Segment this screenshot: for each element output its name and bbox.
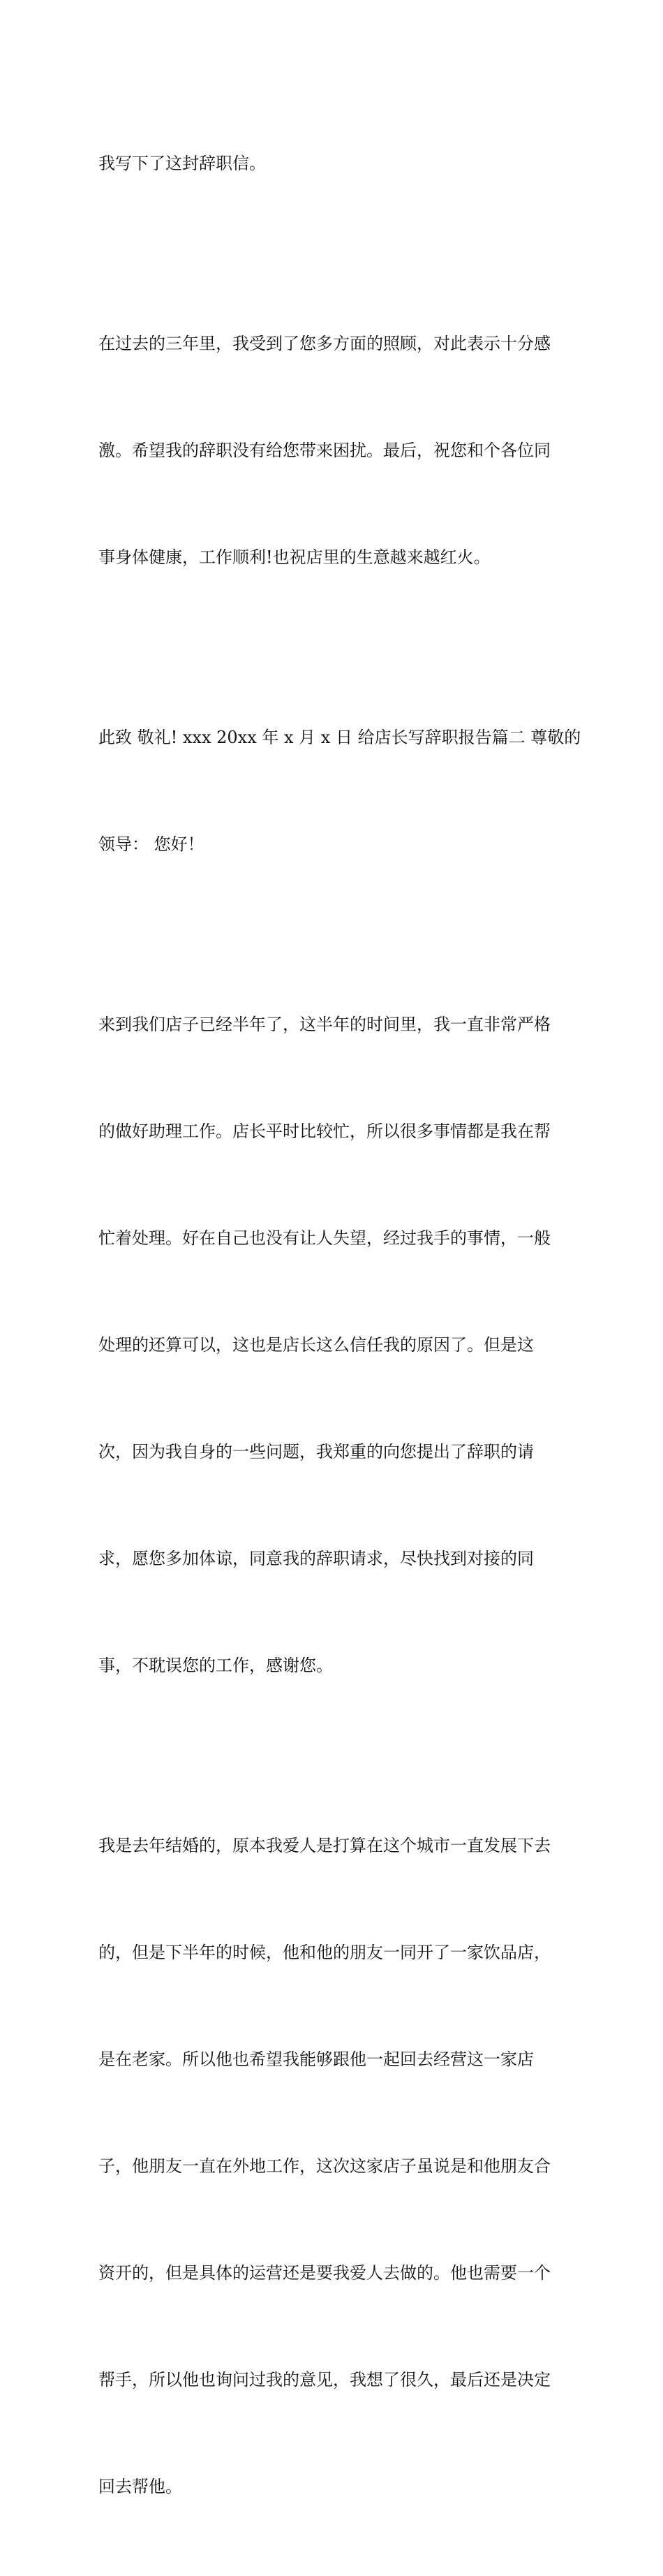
text-line: 次，因为我自身的一些问题，我郑重的向您提出了辞职的请 [98, 1442, 534, 1462]
paragraph-4 [98, 936, 567, 1755]
text-line: 资开的，但是具体的运营还是要我爱人去做的。他也需要一个 [98, 2263, 551, 2283]
text-line: 处理的还算可以，这也是店长这么信任我的原因了。但是这 [98, 1335, 534, 1355]
letter-body [98, 75, 581, 2576]
text-line: 激。希望我的辞职没有给您带来困扰。最后，祝您和个各位同 [98, 441, 551, 460]
text-line: 此致 敬礼! xxx 20xx 年 x 月 x 日 给店长写辞职报告篇二 尊敬的 [98, 728, 581, 747]
paragraph-5 [98, 1757, 567, 2576]
text-line: 子，他朋友一直在外地工作，这次这家店子虽说是和他朋友合 [98, 2156, 551, 2176]
text-line: 求，愿您多加体谅，同意我的辞职请求，尽快找到对接的同 [98, 1549, 534, 1568]
text-line: 忙着处理。好在自己也没有让人失望，经过我手的事情，一般 [98, 1228, 551, 1248]
text-line: 的做好助理工作。店长平时比较忙，所以很多事情都是我在帮 [98, 1121, 551, 1141]
text-line: 事，不耽误您的工作，感谢您。 [98, 1656, 333, 1675]
text-line: 在过去的三年里，我受到了您多方面的照顾，对此表示十分感 [98, 334, 551, 353]
text-line: 我是去年结婚的，原本我爱人是打算在这个城市一直发展下去 [98, 1836, 551, 1855]
text-line: 帮手，所以他也询问过我的意见，我想了很久，最后还是决定 [98, 2370, 551, 2390]
paragraph-3 [98, 649, 581, 934]
paragraph-2 [98, 255, 567, 647]
text-line: 是在老家。所以他也希望我能够跟他一起回去经营这一家店 [98, 2049, 534, 2069]
text-line: 回去帮他。 [98, 2477, 182, 2496]
text-line: 事身体健康，工作顺利!也祝店里的生意越来越红火。 [98, 547, 491, 567]
text-line: 来到我们店子已经半年了，这半年的时间里，我一直非常严格 [98, 1015, 551, 1034]
text-line: 领导： 您好！ [98, 834, 204, 854]
text-line: 的，但是下半年的时候，他和他的朋友一同开了一家饮品店， [98, 1943, 551, 1962]
paragraph-1 [98, 75, 567, 253]
text-line: 我写下了这封辞职信。 [98, 154, 266, 173]
